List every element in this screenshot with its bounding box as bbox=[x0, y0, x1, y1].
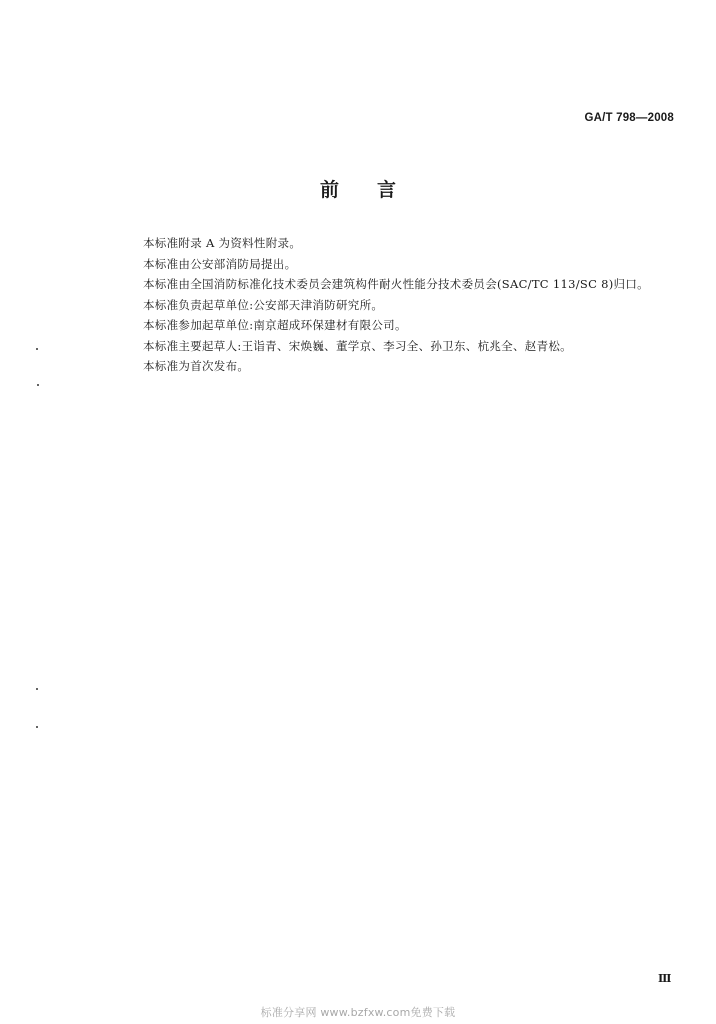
foreword-body bbox=[143, 233, 703, 377]
page-title bbox=[0, 175, 716, 202]
paragraph-committee: 本标准由全国消防标准化技术委员会建筑构件耐火性能分技术委员会(SAC/TC 113/SC 8)归口。 bbox=[143, 277, 649, 291]
title-char-1: 前 bbox=[319, 179, 339, 201]
scan-speck bbox=[36, 688, 38, 690]
standard-code: GA/T 798—2008 bbox=[584, 112, 674, 124]
scan-speck bbox=[36, 726, 38, 728]
scan-speck bbox=[36, 348, 38, 350]
footer-watermark: 标准分享网 www.bzfxw.com免费下载 bbox=[260, 1006, 456, 1019]
paragraph-participating-unit: 本标准参加起草单位:南京超成环保建材有限公司。 bbox=[143, 318, 407, 332]
paragraph-drafters: 本标准主要起草人:王诣青、宋焕巍、董学京、李习全、孙卫东、杭兆全、赵青松。 bbox=[143, 338, 572, 353]
paragraph-first-release: 本标准为首次发布。 bbox=[143, 359, 250, 373]
page-number: Ⅲ bbox=[658, 972, 672, 985]
title-char-2: 言 bbox=[377, 179, 397, 201]
paragraph-appendix: 本标准附录 A 为资料性附录。 bbox=[143, 236, 302, 250]
paragraph-drafting-unit: 本标准负责起草单位:公安部天津消防研究所。 bbox=[143, 297, 384, 312]
scan-speck bbox=[37, 384, 39, 386]
paragraph-proposer: 本标准由公安部消防局提出。 bbox=[143, 256, 297, 271]
